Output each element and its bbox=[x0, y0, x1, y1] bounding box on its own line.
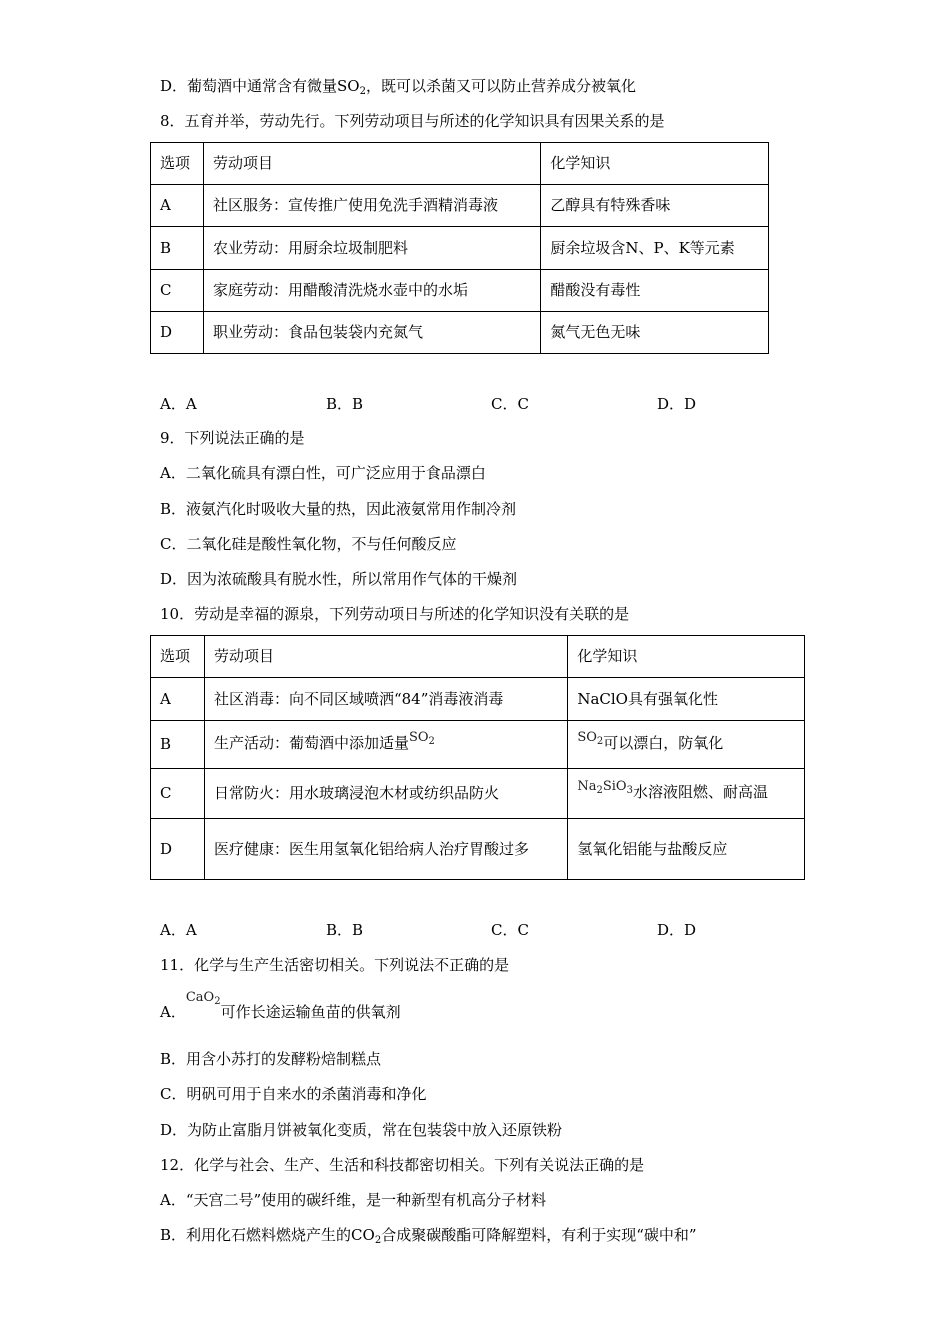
q8-row-b-labor: 农业劳动：用厨余垃圾制肥料 bbox=[203, 227, 540, 270]
cao-subscript: 2 bbox=[214, 996, 221, 1007]
q7-option-d-text: D．葡萄酒中通常含有微量SO bbox=[160, 77, 360, 95]
q10-header-labor: 劳动项目 bbox=[204, 636, 567, 678]
q10-row-c-knowledge bbox=[568, 769, 805, 819]
q10-option-b[interactable]: B．B bbox=[326, 921, 364, 939]
q10-option-d[interactable]: D．D bbox=[657, 921, 697, 939]
q8-option-a[interactable]: A．A bbox=[160, 395, 197, 413]
q12-option-b-text-end: 合成聚碳酸酯可降解塑料，有利于实现“碳中和” bbox=[381, 1226, 697, 1244]
q10-row-c-key: C bbox=[151, 769, 205, 819]
so2-symbol: SO bbox=[408, 730, 429, 745]
q8-row-c-labor: 家庭劳动：用醋酸清洗烧水壶中的水垢 bbox=[203, 270, 540, 312]
q11-option-b[interactable]: B．用含小苏打的发酵粉焙制糕点 bbox=[160, 1050, 382, 1068]
q8-table-header-row bbox=[151, 143, 769, 185]
q9-option-c[interactable]: C．二氧化硅是酸性氧化物，不与任何酸反应 bbox=[160, 535, 457, 553]
q10-stem: 10．劳动是幸福的源泉，下列劳动项日与所述的化学知识没有关联的是 bbox=[160, 605, 630, 623]
q8-row-c-knowledge: 醋酸没有毒性 bbox=[541, 270, 769, 312]
q10-option-a[interactable]: A．A bbox=[160, 921, 197, 939]
co2-subscript: 2 bbox=[374, 1235, 382, 1246]
q8-row-a-key: A bbox=[151, 185, 204, 227]
q10-table-row bbox=[151, 819, 805, 880]
q9-option-a[interactable]: A．二氧化硫具有漂白性，可广泛应用于食品漂白 bbox=[160, 464, 486, 482]
q12-option-a[interactable]: A．“天宫二号”使用的碳纤维，是一种新型有机高分子材料 bbox=[160, 1191, 547, 1209]
q9-option-b[interactable]: B．液氨汽化时吸收大量的热，因此液氨常用作制冷剂 bbox=[160, 500, 517, 518]
q10-row-b-labor-text: 生产活动：葡萄酒中添加适量 bbox=[213, 734, 409, 752]
sio-symbol: SiO bbox=[602, 779, 627, 794]
q10-row-b-so2-formula bbox=[409, 730, 435, 745]
q10-row-d-labor: 医疗健康：医生用氢氧化铝给病人治疗胃酸过多 bbox=[204, 819, 567, 880]
q7-option-d-text-end: ，既可以杀菌又可以防止营养成分被氧化 bbox=[365, 77, 636, 95]
q8-table bbox=[150, 142, 769, 354]
sio-subscript: 3 bbox=[626, 785, 633, 796]
q8-row-c-key: C bbox=[151, 270, 204, 312]
q8-row-d-labor: 职业劳动：食品包装袋内充氮气 bbox=[203, 312, 540, 354]
q10-row-b-knowledge bbox=[568, 721, 805, 769]
q10-option-c[interactable]: C．C bbox=[491, 921, 529, 939]
q8-row-a-labor: 社区服务：宣传推广使用免洗手酒精消毒液 bbox=[203, 185, 540, 227]
q12-stem: 12．化学与社会、生产、生活和科技都密切相关。下列有关说法正确的是 bbox=[160, 1156, 645, 1174]
q8-option-b[interactable]: B．B bbox=[326, 395, 364, 413]
q10-header-knowledge: 化学知识 bbox=[568, 636, 805, 678]
q8-row-b-key: B bbox=[151, 227, 204, 270]
q10-options bbox=[160, 920, 780, 940]
q11-option-a[interactable] bbox=[160, 990, 401, 1025]
q11-option-d[interactable]: D．为防止富脂月饼被氧化变质，常在包装袋中放入还原铁粉 bbox=[160, 1121, 563, 1139]
q8-header-labor: 劳动项目 bbox=[203, 143, 540, 185]
q10-table-row bbox=[151, 769, 805, 819]
q10-row-c-knowledge-text: 水溶液阻燃、耐高温 bbox=[632, 783, 768, 801]
q8-table-row bbox=[151, 270, 769, 312]
q8-options bbox=[160, 394, 780, 414]
q12-option-b[interactable] bbox=[160, 1225, 697, 1245]
so2-subscript: 2 bbox=[596, 736, 604, 747]
q10-row-a-knowledge: NaClO具有强氧化性 bbox=[568, 678, 805, 721]
q10-table-row bbox=[151, 678, 805, 721]
q9-stem: 9．下列说法正确的是 bbox=[160, 429, 305, 447]
cao-symbol: CaO bbox=[185, 990, 215, 1005]
na-symbol: Na bbox=[577, 779, 597, 794]
q8-row-a-knowledge: 乙醇具有特殊香味 bbox=[541, 185, 769, 227]
q10-row-b-key: B bbox=[151, 721, 205, 769]
q7-option-d-subscript: 2 bbox=[359, 86, 366, 97]
q10-row-b-labor bbox=[204, 721, 567, 769]
q8-row-d-knowledge: 氮气无色无味 bbox=[541, 312, 769, 354]
q10-row-b-knowledge-formula bbox=[577, 730, 603, 745]
q8-option-c[interactable]: C．C bbox=[491, 395, 529, 413]
q8-stem: 8．五育并举，劳动先行。下列劳动项目与所述的化学知识具有因果关系的是 bbox=[160, 112, 665, 130]
q7-option-d bbox=[160, 76, 636, 96]
q11-option-a-text: 可作长途运输鱼苗的供氧剂 bbox=[220, 1003, 401, 1021]
q10-row-c-labor: 日常防火：用水玻璃浸泡木材或纺织品防火 bbox=[204, 769, 567, 819]
q10-row-d-key: D bbox=[151, 819, 205, 880]
q10-table bbox=[150, 635, 805, 880]
q10-table-header-row bbox=[151, 636, 805, 678]
q10-row-a-labor: 社区消毒：向不同区域喷洒“84”消毒液消毒 bbox=[204, 678, 567, 721]
q10-header-option: 选项 bbox=[151, 636, 205, 678]
q8-header-option: 选项 bbox=[151, 143, 204, 185]
q10-table-row bbox=[151, 721, 805, 769]
q8-option-d[interactable]: D．D bbox=[657, 395, 697, 413]
cao2-formula bbox=[186, 990, 221, 1005]
q10-row-b-knowledge-text: 可以漂白，防氧化 bbox=[603, 734, 724, 752]
so2-subscript: 2 bbox=[428, 736, 435, 747]
so2-symbol: SO bbox=[577, 730, 597, 745]
na-subscript: 2 bbox=[596, 785, 603, 796]
q11-option-a-label: A． bbox=[160, 1003, 186, 1021]
q10-row-a-key: A bbox=[151, 678, 205, 721]
q8-table-row bbox=[151, 227, 769, 270]
q12-option-b-text: B．利用化石燃料燃烧产生的CO bbox=[160, 1226, 375, 1244]
q11-stem: 11．化学与生产生活密切相关。下列说法不正确的是 bbox=[160, 956, 510, 974]
q8-table-row bbox=[151, 312, 769, 354]
q8-header-knowledge: 化学知识 bbox=[541, 143, 769, 185]
q9-option-d[interactable]: D．因为浓硫酸具有脱水性，所以常用作气体的干燥剂 bbox=[160, 570, 518, 588]
q10-row-d-knowledge: 氢氧化铝能与盐酸反应 bbox=[568, 819, 805, 880]
q8-table-row bbox=[151, 185, 769, 227]
q10-row-c-formula bbox=[577, 779, 633, 794]
q11-option-c[interactable]: C．明矾可用于自来水的杀菌消毒和净化 bbox=[160, 1085, 427, 1103]
q8-row-d-key: D bbox=[151, 312, 204, 354]
q8-row-b-knowledge: 厨余垃圾含N、P、K等元素 bbox=[541, 227, 769, 270]
